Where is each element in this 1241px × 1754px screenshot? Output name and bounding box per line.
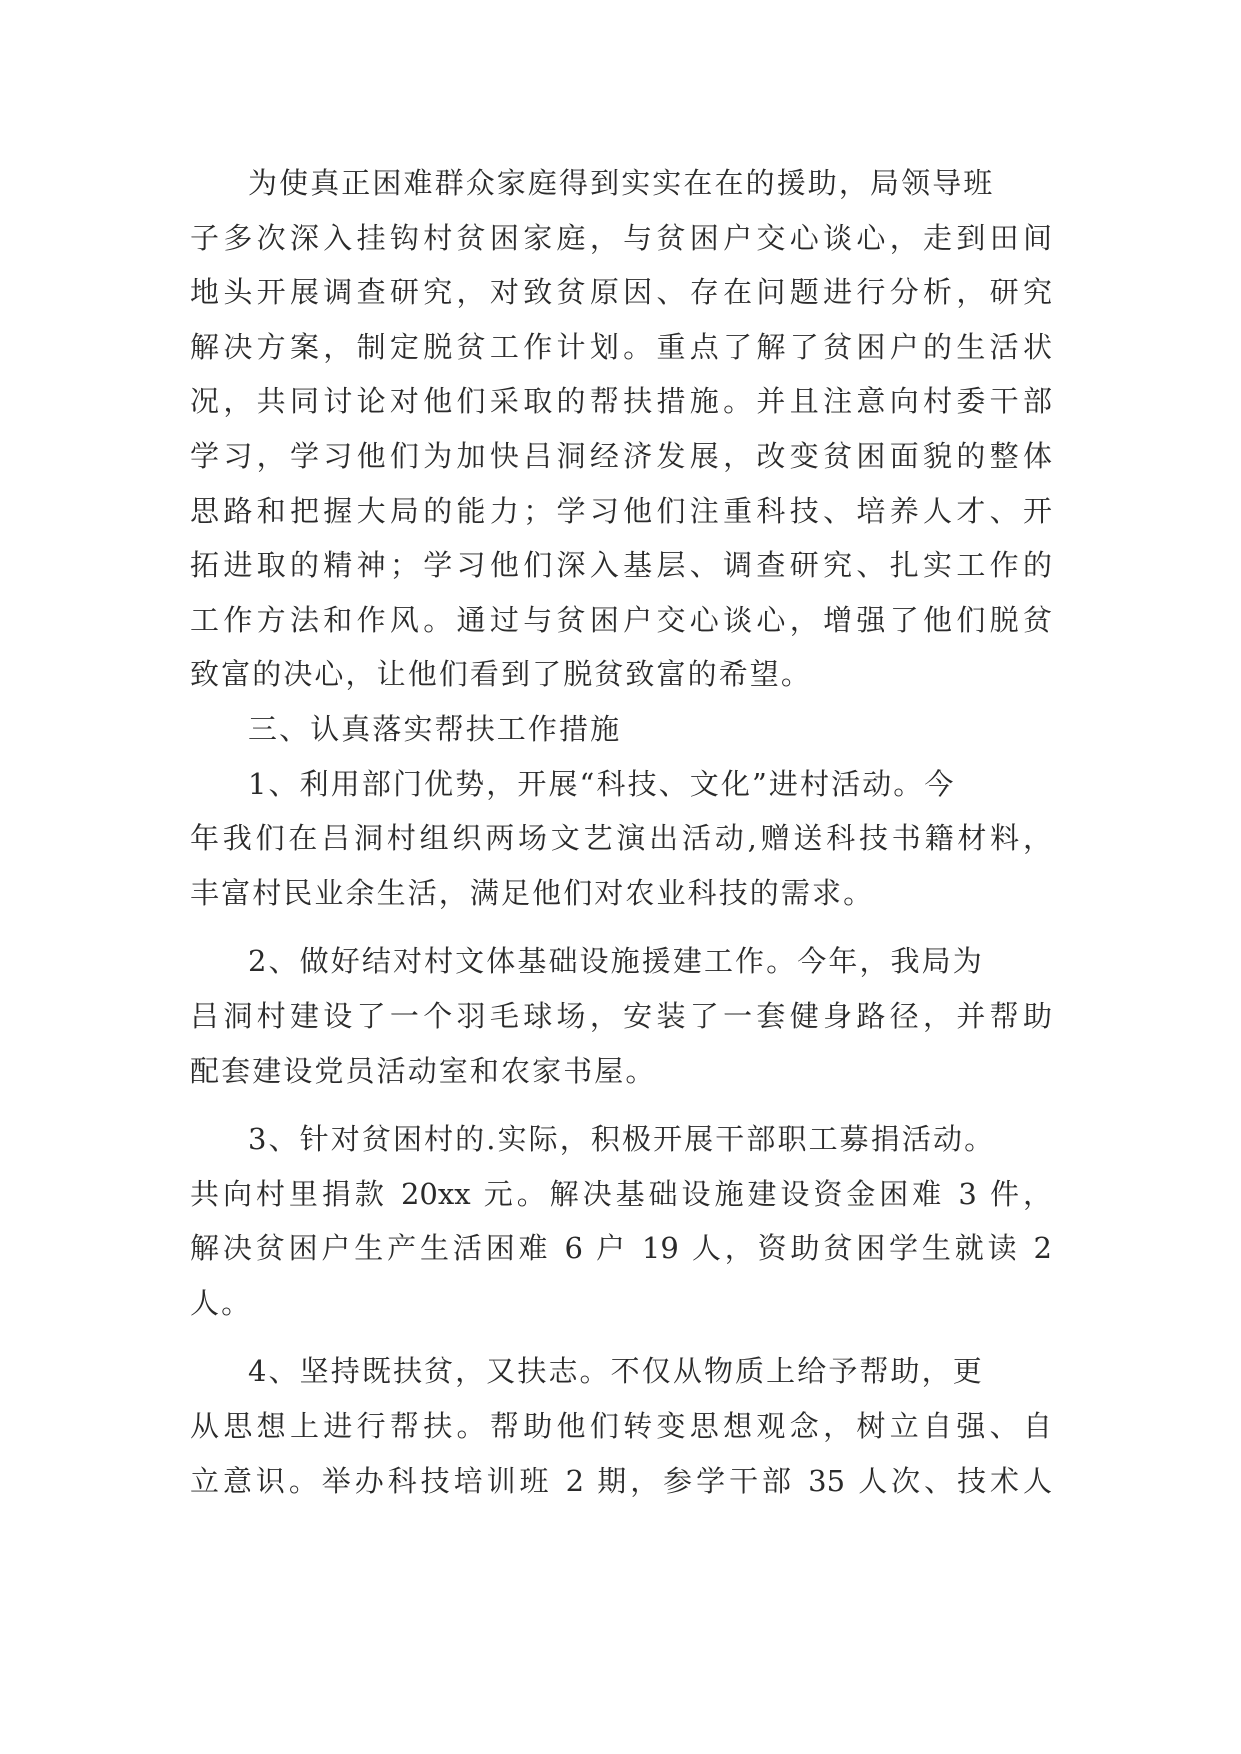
paragraph-line: 从思想上进行帮扶。帮助他们转变思想观念，树立自强、自	[190, 1409, 1052, 1444]
paragraph-line: 学习，学习他们为加快吕洞经济发展，改变贫困面貌的整体	[190, 438, 1052, 473]
paragraph-line: 解决方案，制定脱贫工作计划。重点了解了贫困户的生活状	[190, 329, 1052, 364]
paragraph-line: 2、做好结对村文体基础设施援建工作。今年，我局为	[248, 944, 984, 979]
paragraph-line: 子多次深入挂钩村贫困家庭，与贫困户交心谈心，走到田间	[190, 220, 1052, 255]
section-heading	[190, 702, 1052, 757]
list-item-1	[190, 757, 1052, 921]
paragraph-gap	[190, 1330, 1052, 1344]
paragraph-line: 共向村里捐款 20xx 元。解决基础设施建设资金困难 3 件，	[190, 1176, 1052, 1211]
paragraph-line: 立意识。举办科技培训班 2 期，参学干部 35 人次、技术人	[190, 1463, 1052, 1498]
paragraph-line: 地头开展调查研究，对致贫原因、存在问题进行分析，研究	[190, 275, 1052, 310]
paragraph-line: 4、坚持既扶贫，又扶志。不仅从物质上给予帮助，更	[248, 1354, 984, 1389]
document-body	[190, 156, 1052, 1508]
paragraph-line: 1、利用部门优势，开展“科技、文化”进村活动。今	[248, 766, 956, 801]
paragraph-line: 丰富村民业余生活，满足他们对农业科技的需求。	[190, 875, 875, 910]
list-item-2	[190, 934, 1052, 1098]
paragraph-line: 工作方法和作风。通过与贫困户交心谈心，增强了他们脱贫	[190, 602, 1052, 637]
paragraph-line: 吕洞村建设了一个羽毛球场，安装了一套健身路径，并帮助	[190, 998, 1052, 1033]
paragraph-line: 3、针对贫困村的.实际，积极开展干部职工募捐活动。	[248, 1122, 996, 1157]
paragraph-line: 为使真正困难群众家庭得到实实在在的援助，局领导班	[248, 166, 995, 200]
list-item-3	[190, 1112, 1052, 1330]
paragraph-line: 况，共同讨论对他们采取的帮扶措施。并且注意向村委干部	[190, 384, 1052, 419]
list-item-4	[190, 1344, 1052, 1508]
paragraph-line: 年我们在吕洞村组织两场文艺演出活动,赠送科技书籍材料，	[190, 821, 1052, 856]
paragraph-line: 拓进取的精神；学习他们深入基层、调查研究、扎实工作的	[190, 548, 1052, 583]
paragraph-line: 配套建设党员活动室和农家书屋。	[190, 1053, 657, 1088]
paragraph-line: 思路和把握大局的能力；学习他们注重科技、培养人才、开	[190, 493, 1052, 528]
paragraph-gap	[190, 920, 1052, 934]
paragraph-1	[190, 156, 1052, 702]
paragraph-gap	[190, 1098, 1052, 1112]
paragraph-line: 解决贫困户生产生活困难 6 户 19 人，资助贫困学生就读 2	[190, 1231, 1052, 1266]
paragraph-line: 致富的决心，让他们看到了脱贫致富的希望。	[190, 657, 813, 692]
paragraph-line: 人。	[190, 1285, 253, 1320]
section-heading-text: 三、认真落实帮扶工作措施	[248, 711, 622, 746]
